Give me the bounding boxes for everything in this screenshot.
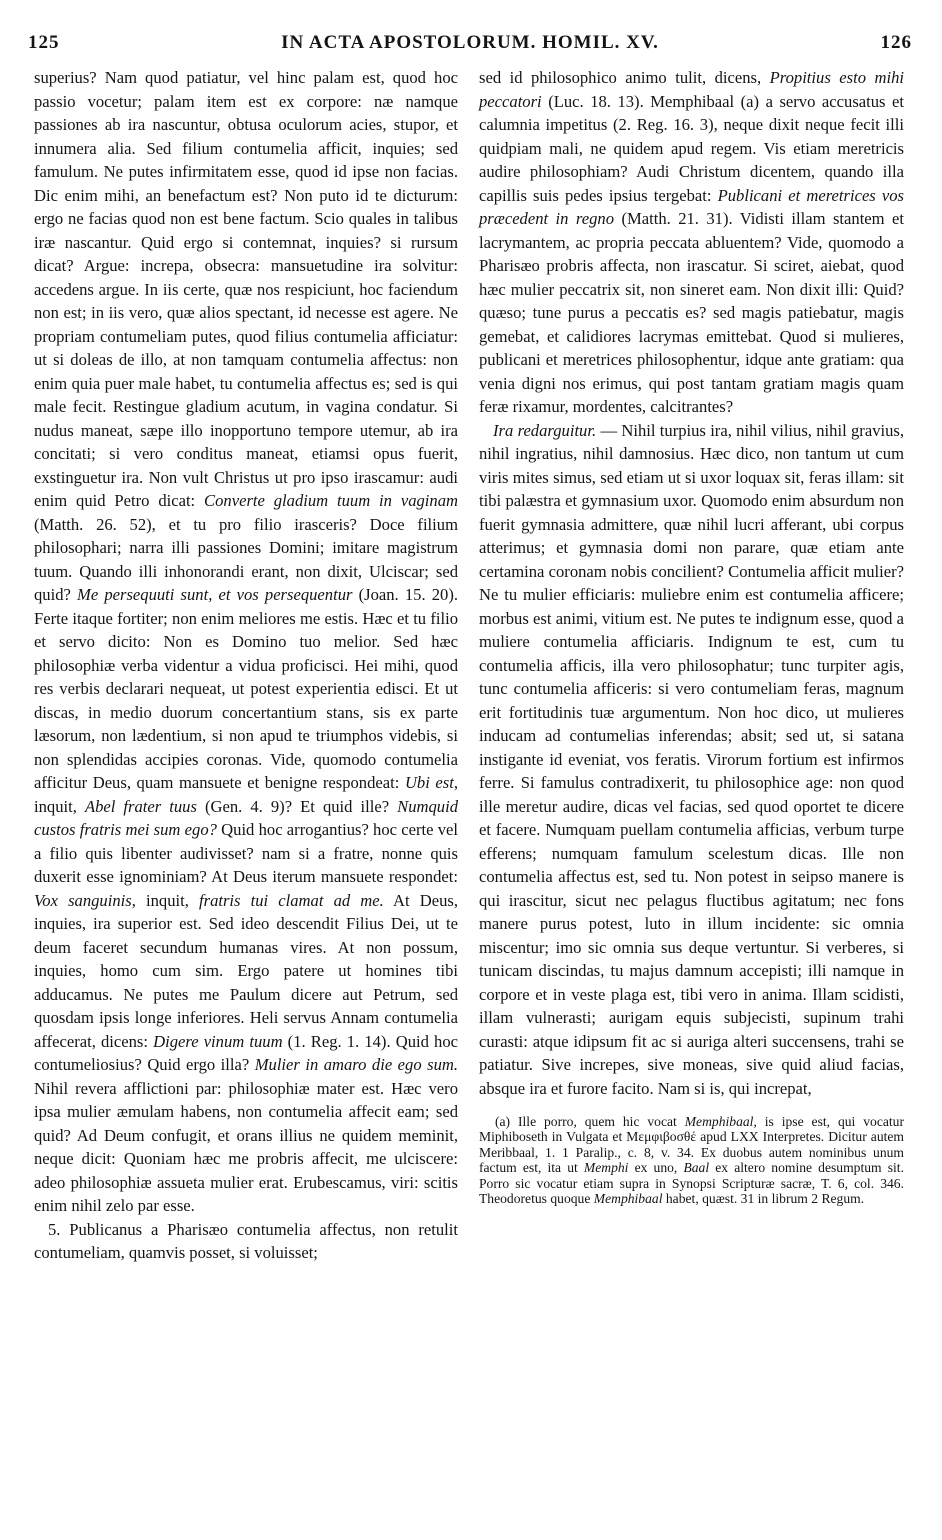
italic-name: Memphibaal [593,1191,663,1207]
text-run: Quid hoc arrogantius? hoc certe vel a filio quis libenter audivisset? nam si a fratre, nonne quis duxerit esse ignominiam? At Deus iterum mansuete respondet: [34,820,459,886]
scripture-quote: Mulier in amaro die ego sum. [254,1055,458,1074]
footnote [479,1114,904,1206]
marginal-heading: Ira redarguitur. [493,420,597,440]
scripture-quote: Digere vinum tuum [153,1031,283,1051]
text-run: (Matth. 26. 52), et tu pro filio irasceris? Doce filium philosophari; narra illi passiones Domini; imitare magistrum tuum. Quando illi inhonorandi erant, non dixit, Ulciscar; sed quid? [34,514,458,604]
scripture-quote: Numquid custos fratris mei sum ego? [34,796,458,839]
scripture-quote: Abel frater tuus [84,796,197,816]
italic-name: Memphibaal [684,1114,754,1129]
paragraph [479,66,904,419]
paragraph [479,419,904,1101]
running-header [28,32,912,62]
page-number-right: 126 [880,32,912,53]
scripture-quote: Converte gladium tuum in vaginam [204,491,458,510]
text-run: , inquit, [131,890,199,910]
italic-name: Memphi [583,1160,629,1176]
paragraph: 5. Publicanus a Pharisæo contumelia affectus, non retulit contumeliam, quamvis posset, si voluisset; [34,1219,458,1262]
text-run: superius? Nam quod patiatur, vel hinc palam est, quod hoc passio vocetur; palam item est ex corpore: næ namque passiones ab ira nascuntur, obtusa oculorum acies, stupor, et innumera alia. Sed filium contumelia afficit, inquies; sed famulum. Ne putes infirmitatem esse, quod id ipse non facias. Dic enim mihi, an benefactum est? Non puto id te dicturum: ergo ne facias quod non est bene factum. Scio quales in talibus iræ nascantur. Quid ergo si contemnat, inquies? si rursum dicat? Argue: increpa, obsecra: mansuetudine ira solvitur: accedens argue. In iis certe, quæ nos respiciunt, hoc faciendum non est; in iis vero, quæ alios spectant, id necesse est agere. Ne propriam contumeliam putes, quod filius contumelia afficiatur: ut si doleas de illo, at non tamquam contumelia affectus: non enim quia puer male habet, tu contumelia affectus es; sed is qui male fecit. Restingue gladium acutum, in vagina condatur. Si nudus maneat, sæpe illo inopportuno tempore utemur, ab ira concitati; si vero conditus maneat, etiamsi opus fuerit, exstinguetur ira. Non vult Christus ut pro ipso irascamur: audi enim quid Petro dicat: [34,68,458,510]
text-run: (Luc. 18. 13). Memphibaal (a) a servo accusatus et calumnia impetitus (2. Reg. 16. 3), neque dixit neque fecit illi quidpiam mali, ne quidem apud regem. Vis etiam meretricis audire philosophiam? Audi Christum dicentem, quando illa capillis suis pedes ipsius tergebat: [479,91,904,205]
text-run: (a) Ille porro, quem hic vocat [495,1114,685,1129]
scripture-quote: Ubi est [404,773,454,792]
text-run: (Gen. 4. 9)? Et quid ille? [196,796,398,816]
text-run: Nihil revera afflictioni par: philosophiæ mater est. Hæc vero ipsa mulier æmulam habens, non contumelia affecit eam; sed quid? Ad Deum confugit, et orans illius ne quidem meminit, neque dicit: Quoniam hæc me probris affecit, me ulciscere: adeo philosophiæ assueta mulier erat. Erubescamus, viri: scitis enim nihil zelo par esse. [34,1078,458,1215]
text-run: At Deus, inquies, ira superior est. Sed ideo descendit Filius Dei, ut te deum faceret secundum humanas vires. At non possum, inquies, homo cum sim. Ergo patere ut homines tibi adducamus. Ne putes me Paulum dicere aut Petrum, sed quosdam ipsis longe inferiores. Heli servus Annam contumelia affecerat, dicens: [34,890,458,1051]
page-number-left: 125 [28,32,60,53]
text-run: (Joan. 15. 20). Ferte itaque fortiter; non enim meliores me estis. Hæc et tu filio et servo dicito: Non es Domino tuo melior. Sed hæc philosophiæ verba videntur a vidua proficisci. Hei mihi, quod res verbis declarari nequeat, ut potest experientia edisci. Et ut discas, in medio duorum concertantium stans, sis ex parte læsorum, non lædentium, si non apud te triumphos videbis, si non splendidas accipies coronas. Vide, quomodo contumelia afficitur Deus, quam mansuete et benigne respondeat: [34,585,459,792]
scripture-quote: fratris tui clamat ad me. [199,890,384,910]
running-title: IN ACTA APOSTOLORUM. HOMIL. XV. [281,32,659,53]
scripture-quote: Propitius esto mihi peccatori [479,68,904,111]
text-run: (Matth. 21. 31). Vidisti illam stantem et lacrymantem, ac propria peccata abluentem? Vide, quomodo a Pharisæo probris affecta, non irascatur. Si sciret, aiebat, quod hæc mulier peccatrix sit, non sineret eam. Non dixit illi: Quid? quæso; tune purus a peccatis es? sed magis patiebatur, magis gemebat, et calidiores lacrymas emittebat. Quod si mulieres, publicani et meretrices philosophentur, idque ante gratiam: qua venia digni nos erimus, qui post tantam gratiam magis quam feræ rixamur, mordentes, calcitrantes? [479,209,904,416]
left-column [34,66,458,1265]
text-run: ex altero nomine desumptum sit. Porro sic vocatur etiam supra in Synopsi Scripturæ sacræ, T. 6, col. 346. Theodoretus quoque [479,1160,904,1207]
scripture-quote: Vox sanguinis [34,890,132,910]
scripture-quote: Publicani et meretrices vos præcedent in regno [479,185,905,228]
text-run: ex uno, [628,1160,684,1176]
right-column [479,66,904,1206]
scripture-quote: Me persequuti sunt, et vos persequentur [77,585,353,604]
paragraph [34,66,458,1218]
text-run: (1. Reg. 1. 14). Quid hoc contumeliosius? Quid ergo illa? [34,1031,458,1074]
text-run: sed id philosophico animo tulit, dicens, [479,68,770,87]
text-run: — Nihil turpius ira, nihil vilius, nihil gravius, nihil ingratius, nihil damnosius. Hæc dico, non tantum ut cum viris mites simus, sed etiam ut si uxor loquax sit, feras illam: sit tibi palæstra et gymnasium uxor. Quomodo enim absurdum non fuerit gymnasia admittere, quæ nihil lucri afferant, ubi corpus atterimus; et gymnasia domi non parare, quæ etiam ante certamina coronam nobis concilient? Contumelia afficit mulier? Ne tu mulier efficiaris: muliebre enim est contumelia afficere; morbus est animi, vitium est. Ne putes te indignum esse, quod a muliere contumelia afficiaris. Indignum te est, cum tu contumelia afficis, illa vero philosophatur; tunc turpiter agis, tunc contumelia afficeris: si vero contumeliam feras, magnum erit fortitudinis tuæ argumentum. Non hoc dico, ut mulieres inducam ad contumelias inferendas; absit; sed ut, si satana instigante id eveniat, vos feratis. Virorum fortium est infirmos ferre. Si famulus contradixerit, tu philosophice age: non quod ille meretur audire, dicas vel facias, sed quod oportet te dicere et facere. Numquam puellam contumelia afficias, verbum turpe efferens; numquam famulum scelestum dicas. Ille non contumelia affectus est, sed tu. Non potest in seipso manere is qui irascitur, sicut nec pelagus fluctibus agitatum; nec fons manere purus potest, luto in illum incidente: sic omnia miscentur; imo sic omnia sus deque vertuntur. Si verberes, si tunicam discindas, tu majus damnum accepisti; illi namque in corpore et in veste plaga est, tibi vero in anima. Illam scidisti, illam vulnerasti; aurigam equis subjecisti, supinum trahi curasti: atque idipsum fit ac si auriga alteri succensens, trahi se patiatur. Sive increpes, sive moneas, sive quid aliud facias, absque ira et furore facito. Nam si is, qui increpat, [479,420,905,1098]
text-run: , inquit, [34,773,458,816]
text-run: , is ipse est, qui vocatur Miphiboseth in Vulgata et Μεμφιβοσθέ apud LXX Interpretes. Dicitur autem Meribbaal, 1. 1 Paralip., c. 8, v. 34. Ex duobus autem nominibus unum factum est, ita ut [479,1114,904,1176]
text-run: habet, quæst. 31 in librum 2 Regum. [662,1191,865,1207]
italic-name: Baal [683,1160,710,1176]
